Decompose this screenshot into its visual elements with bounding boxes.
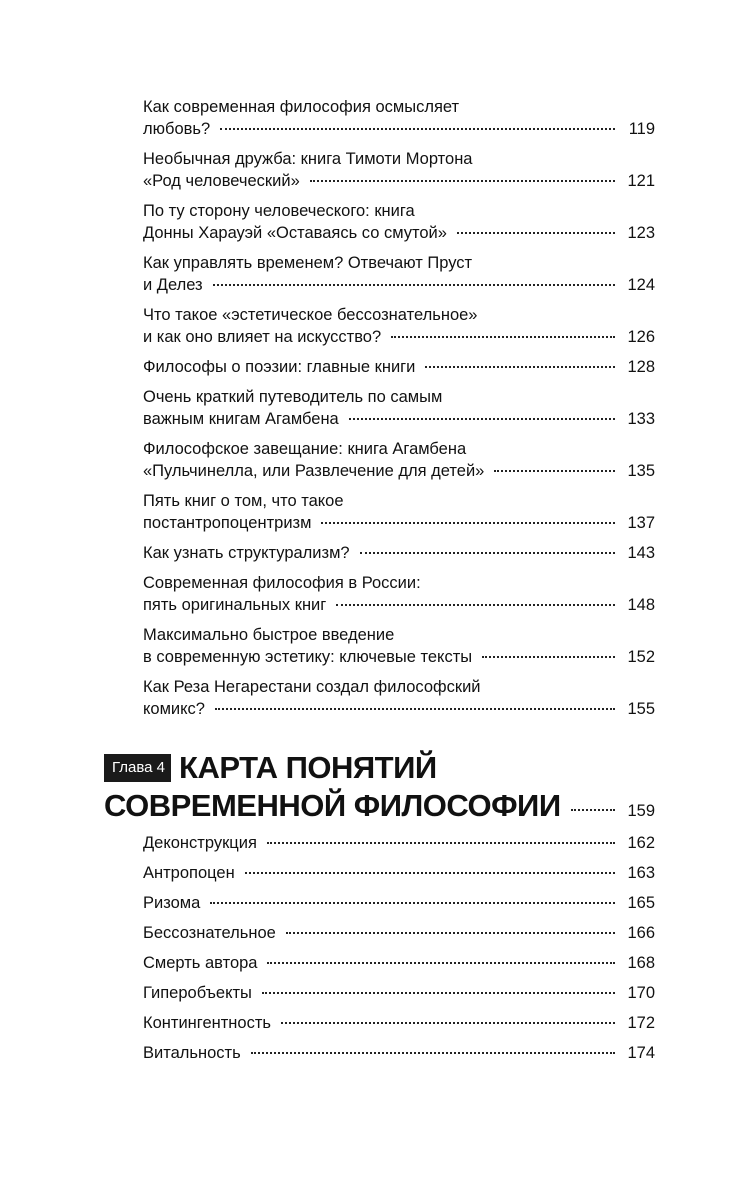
leader-dots xyxy=(571,809,615,811)
entry-line2: Как узнать структурализм? xyxy=(143,544,350,562)
page-number: 172 xyxy=(627,1014,655,1032)
page-number: 123 xyxy=(627,224,655,242)
term-label: Бессознательное xyxy=(143,924,276,942)
term-entry xyxy=(143,862,655,892)
toc-entry xyxy=(143,624,655,668)
entry-line1: Современная философия в России: xyxy=(143,574,421,592)
page-number: 135 xyxy=(627,462,655,480)
page-number: 133 xyxy=(627,410,655,428)
term-entry xyxy=(143,952,655,982)
entry-line2: важным книгам Агамбена xyxy=(143,410,339,428)
page-number: 128 xyxy=(627,358,655,376)
leader-dots xyxy=(360,552,615,554)
leader-dots xyxy=(457,232,615,234)
page-number: 152 xyxy=(627,648,655,666)
toc-entry xyxy=(143,200,655,244)
leader-dots xyxy=(336,604,615,606)
page-number: 174 xyxy=(627,1044,655,1062)
page-number: 168 xyxy=(627,954,655,972)
term-entry xyxy=(143,892,655,922)
leader-dots xyxy=(251,1052,615,1054)
entry-line1: Как управлять временем? Отвечают Пруст xyxy=(143,254,473,272)
page-number: 170 xyxy=(627,984,655,1002)
page-number: 155 xyxy=(627,700,655,718)
leader-dots xyxy=(310,180,615,182)
entry-line1: Что такое «эстетическое бессознательное» xyxy=(143,306,478,324)
term-label: Контингентность xyxy=(143,1014,271,1032)
page-number: 166 xyxy=(627,924,655,942)
entry-line2: Донны Харауэй «Оставаясь со смутой» xyxy=(143,224,447,242)
toc-entry xyxy=(143,542,655,564)
leader-dots xyxy=(215,708,615,710)
toc-entry xyxy=(143,252,655,296)
entry-line1: Как современная философия осмысляет xyxy=(143,98,460,116)
entry-line2: в современную эстетику: ключевые тексты xyxy=(143,648,473,666)
entry-line2: пять оригинальных книг xyxy=(143,596,327,614)
term-label: Деконструкция xyxy=(143,834,257,852)
page-number: 119 xyxy=(628,120,655,138)
chapter-badge: Глава 4 xyxy=(104,754,171,782)
entry-line1: По ту сторону человеческого: книга xyxy=(143,202,415,220)
leader-dots xyxy=(391,336,615,338)
leader-dots xyxy=(321,522,615,524)
leader-dots xyxy=(286,932,615,934)
entry-line1: Пять книг о том, что такое xyxy=(143,492,344,510)
leader-dots xyxy=(267,962,615,964)
page-number: 163 xyxy=(627,864,655,882)
entry-line2: постантропоцентризм xyxy=(143,514,312,532)
entry-line2: и как оно влияет на искусство? xyxy=(143,328,382,346)
chapter-title-line2: СОВРЕМЕННОЙ ФИЛОСОФИИ xyxy=(104,788,561,823)
page-number: 143 xyxy=(627,544,655,562)
toc-entry xyxy=(143,386,655,430)
term-entry xyxy=(143,1042,655,1072)
entry-line2: Философы о поэзии: главные книги xyxy=(143,358,416,376)
leader-dots xyxy=(349,418,615,420)
entry-line1: Необычная дружба: книга Тимоти Мортона xyxy=(143,150,473,168)
entry-line2: «Пульчинелла, или Развлечение для детей» xyxy=(143,462,485,480)
entry-line1: Очень краткий путеводитель по самым xyxy=(143,388,443,406)
leader-dots xyxy=(267,842,615,844)
chapter-page-number: 159 xyxy=(627,802,655,820)
term-entry xyxy=(143,832,655,862)
leader-dots xyxy=(281,1022,615,1024)
term-label: Гиперобъекты xyxy=(143,984,252,1002)
toc-entry xyxy=(143,572,655,616)
term-label: Ризома xyxy=(143,894,201,912)
entry-line2: и Делез xyxy=(143,276,203,294)
leader-dots xyxy=(482,656,615,658)
entry-line1: Философское завещание: книга Агамбена xyxy=(143,440,467,458)
toc-entry xyxy=(143,438,655,482)
term-label: Витальность xyxy=(143,1044,241,1062)
chapter-title-line1: КАРТА ПОНЯТИЙ xyxy=(179,750,437,785)
page-number: 137 xyxy=(627,514,655,532)
toc-entry xyxy=(143,356,655,378)
leader-dots xyxy=(210,902,615,904)
term-entry xyxy=(143,982,655,1012)
page-number: 124 xyxy=(627,276,655,294)
leader-dots xyxy=(494,470,615,472)
entry-line1: Как Реза Негарестани создал философский xyxy=(143,678,481,696)
leader-dots xyxy=(220,128,615,130)
entry-line1: Максимально быстрое введение xyxy=(143,626,395,644)
toc-entry xyxy=(143,676,655,720)
term-entry xyxy=(143,1012,655,1042)
leader-dots xyxy=(262,992,615,994)
page-number: 126 xyxy=(627,328,655,346)
term-entry xyxy=(143,922,655,952)
term-label: Смерть автора xyxy=(143,954,258,972)
toc-entry xyxy=(143,148,655,192)
toc-entry xyxy=(143,96,655,140)
entry-line2: любовь? xyxy=(143,120,211,138)
toc-entries xyxy=(143,96,655,728)
toc-entry xyxy=(143,490,655,534)
term-label: Антропоцен xyxy=(143,864,235,882)
leader-dots xyxy=(213,284,615,286)
toc-entry xyxy=(143,304,655,348)
page-number: 162 xyxy=(627,834,655,852)
leader-dots xyxy=(245,872,615,874)
term-list xyxy=(143,832,655,1072)
leader-dots xyxy=(425,366,615,368)
entry-line2: «Род человеческий» xyxy=(143,172,300,190)
chapter-heading xyxy=(104,748,655,832)
page-number: 121 xyxy=(627,172,655,190)
entry-line2: комикс? xyxy=(143,700,205,718)
page-number: 165 xyxy=(627,894,655,912)
page-number: 148 xyxy=(627,596,655,614)
